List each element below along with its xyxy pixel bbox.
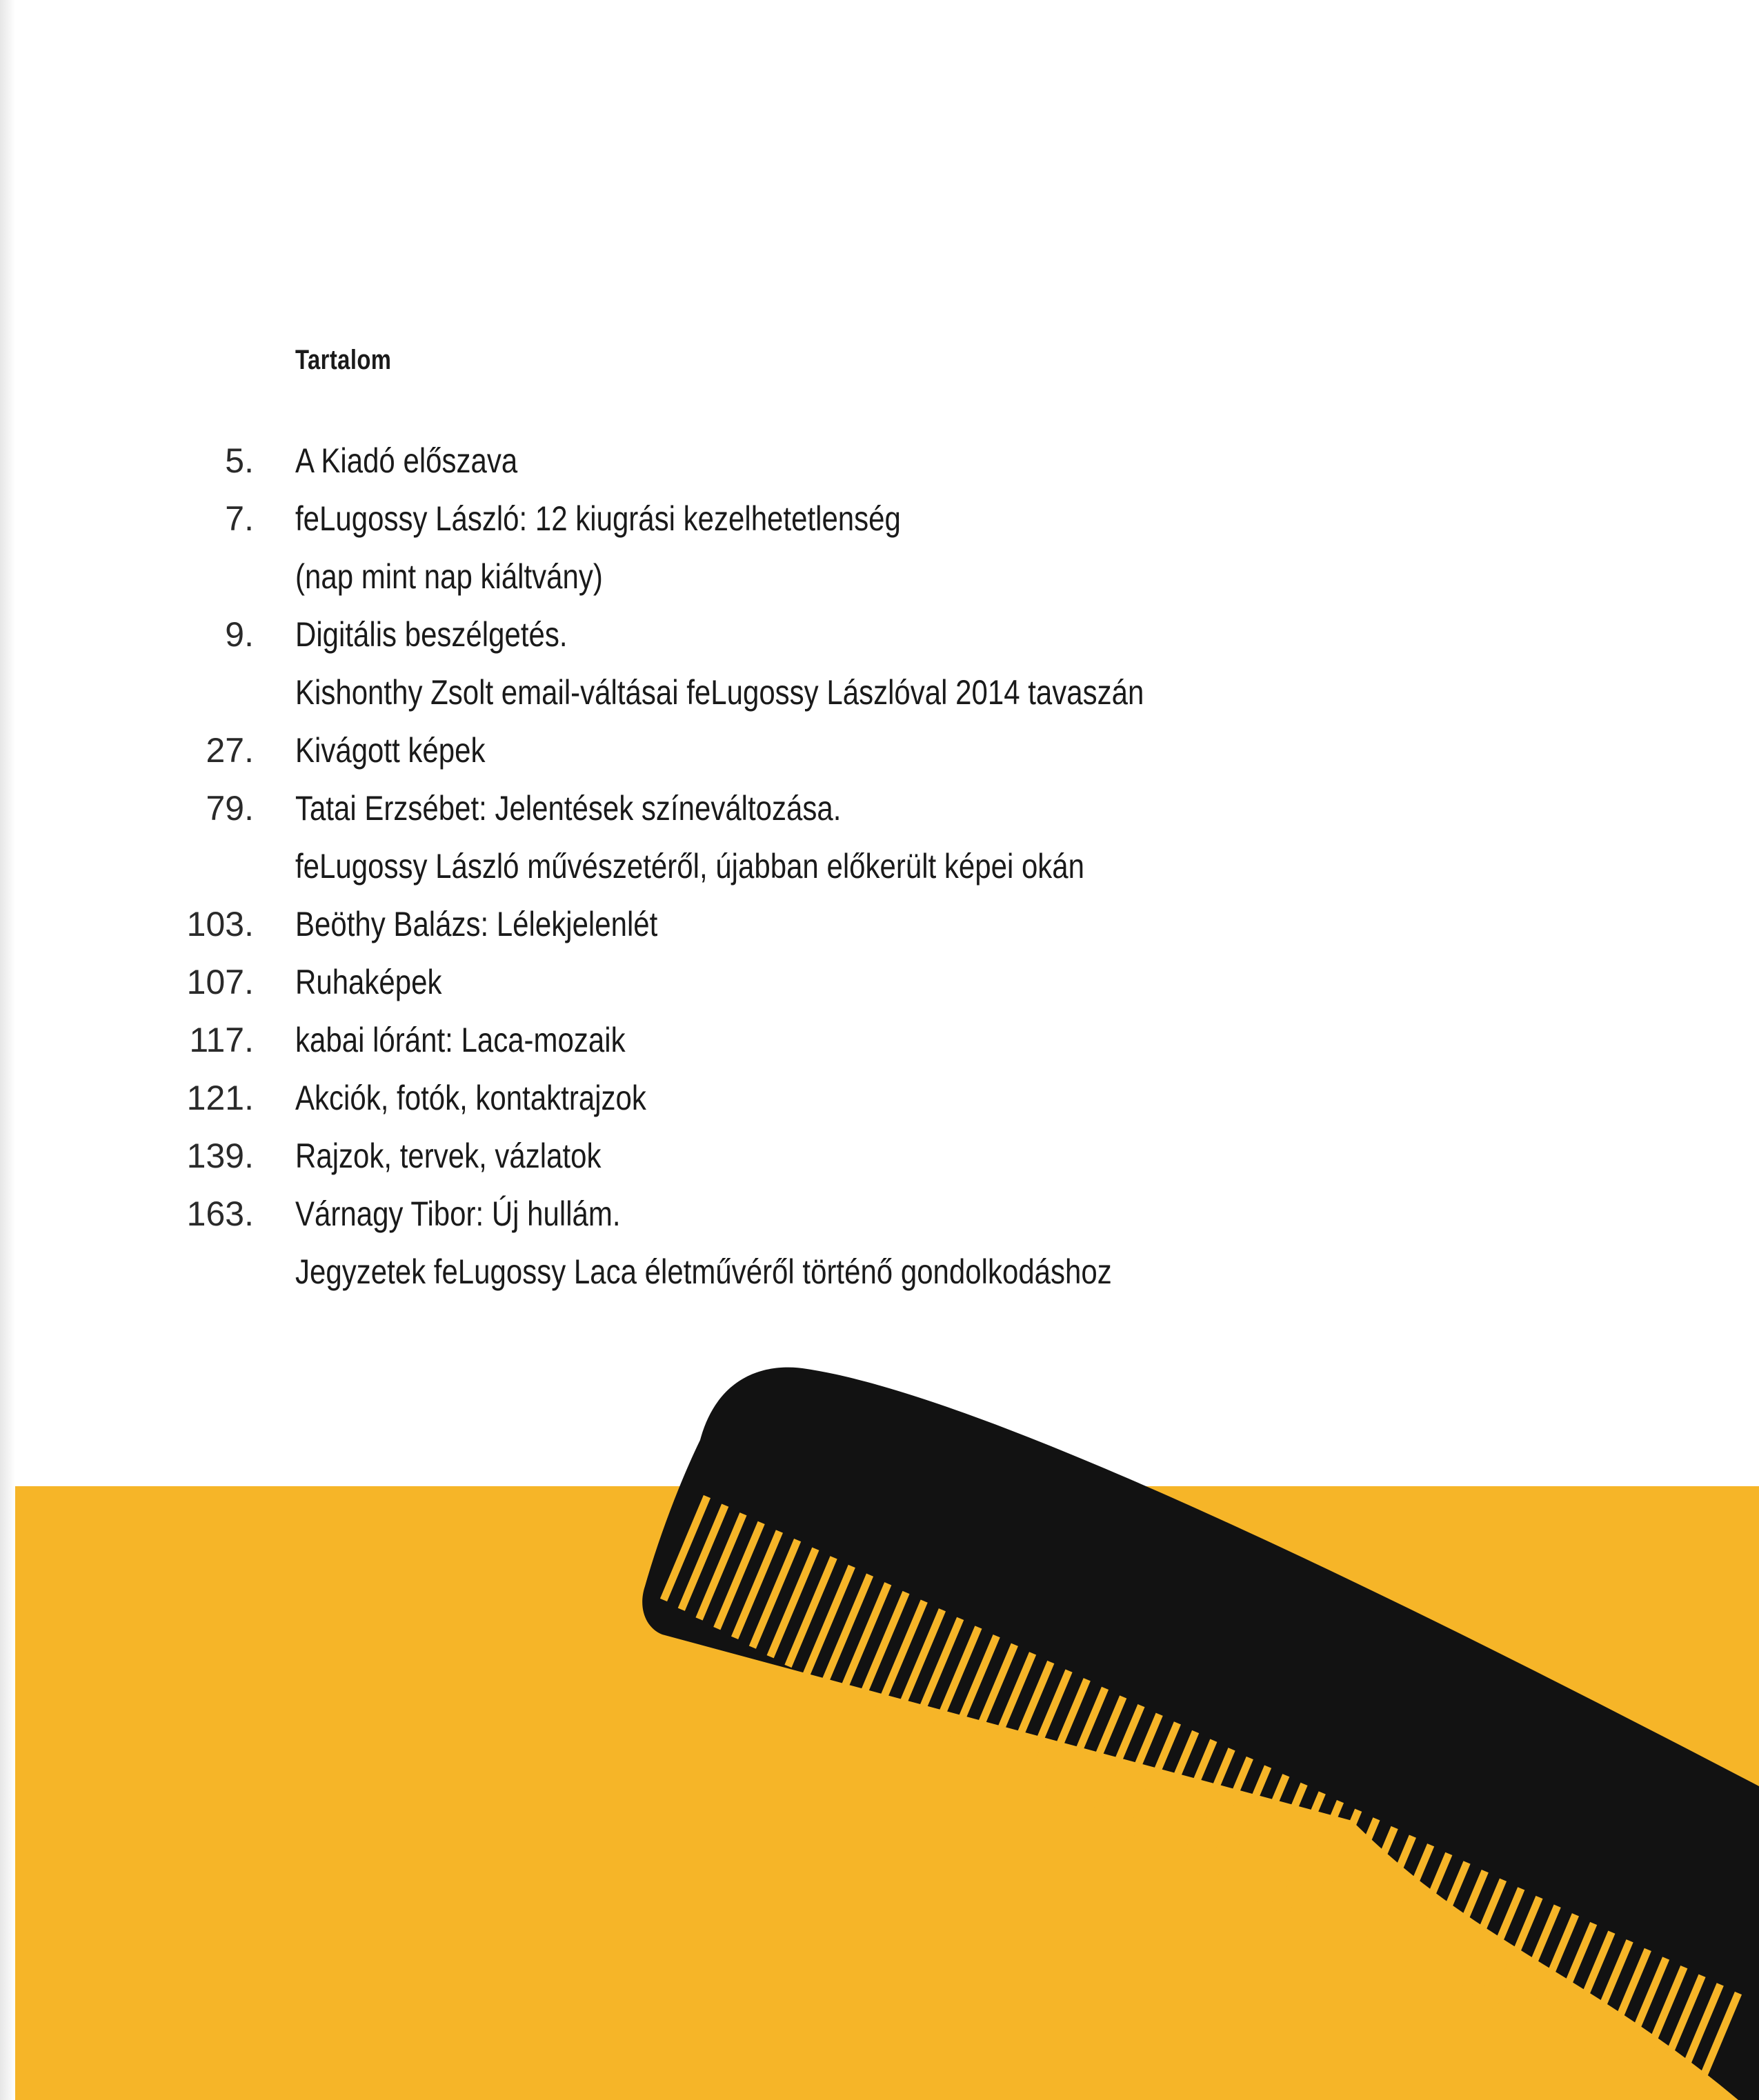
toc-entry	[0, 895, 1759, 953]
table-of-contents	[0, 432, 1759, 1301]
toc-line	[0, 721, 1759, 779]
toc-entry	[0, 1185, 1759, 1301]
toc-line	[0, 606, 1759, 663]
toc-line	[0, 953, 1759, 1011]
toc-entry-text: Kivágott képek	[295, 731, 486, 770]
toc-line	[0, 432, 1759, 490]
toc-line	[0, 779, 1759, 837]
toc-line	[0, 1243, 1759, 1301]
toc-page-number: 9.	[225, 615, 254, 654]
toc-entry-text: kabai lóránt: Laca-mozaik	[295, 1021, 626, 1059]
toc-title: Tartalom	[295, 345, 392, 375]
toc-entry-text: Ruhaképek	[295, 963, 442, 1001]
toc-page-number: 107.	[186, 963, 254, 1001]
toc-entry-text: feLugossy László művészetéről, újabban előkerült képei okán	[295, 847, 1085, 886]
toc-line	[0, 490, 1759, 548]
toc-entry	[0, 1127, 1759, 1185]
toc-page-number: 7.	[225, 499, 254, 538]
toc-line	[0, 1011, 1759, 1069]
toc-entry-text: Akciók, fotók, kontaktrajzok	[295, 1079, 646, 1117]
toc-entry	[0, 490, 1759, 606]
toc-entry	[0, 1011, 1759, 1069]
toc-entry	[0, 432, 1759, 490]
toc-entry-text: Beöthy Balázs: Lélekjelenlét	[295, 905, 658, 943]
toc-line	[0, 548, 1759, 606]
toc-entry-text: Tatai Erzsébet: Jelentések színeváltozása.	[295, 789, 842, 828]
toc-line	[0, 895, 1759, 953]
toc-entry-text: Rajzok, tervek, vázlatok	[295, 1137, 602, 1175]
toc-entry-text: (nap mint nap kiáltvány)	[295, 557, 603, 596]
toc-page-number: 79.	[206, 789, 254, 828]
toc-line	[0, 837, 1759, 895]
toc-entry-text: A Kiadó előszava	[295, 441, 518, 480]
toc-page-number: 117.	[189, 1021, 254, 1059]
toc-page-number: 121.	[186, 1079, 254, 1117]
toc-page-number: 5.	[225, 441, 254, 480]
toc-entry	[0, 1069, 1759, 1127]
toc-page-number: 163.	[186, 1194, 254, 1233]
toc-line	[0, 663, 1759, 721]
toc-page-number: 27.	[206, 731, 254, 770]
toc-page-number: 139.	[186, 1137, 254, 1175]
toc-entry-text: feLugossy László: 12 kiugrási kezelhetetlenség	[295, 499, 901, 538]
toc-line	[0, 1069, 1759, 1127]
toc-line	[0, 1127, 1759, 1185]
toc-entry-text: Kishonthy Zsolt email-váltásai feLugossy Lászlóval 2014 tavaszán	[295, 673, 1144, 712]
toc-entry	[0, 779, 1759, 895]
toc-page-number: 103.	[186, 905, 254, 943]
toc-entry	[0, 953, 1759, 1011]
toc-entry-text: Jegyzetek feLugossy Laca életművéről történő gondolkodáshoz	[295, 1252, 1112, 1291]
toc-entry	[0, 606, 1759, 721]
toc-line	[0, 1185, 1759, 1243]
toc-entry-text: Várnagy Tibor: Új hullám.	[295, 1194, 621, 1233]
toc-entry	[0, 721, 1759, 779]
toc-entry-text: Digitális beszélgetés.	[295, 615, 568, 654]
